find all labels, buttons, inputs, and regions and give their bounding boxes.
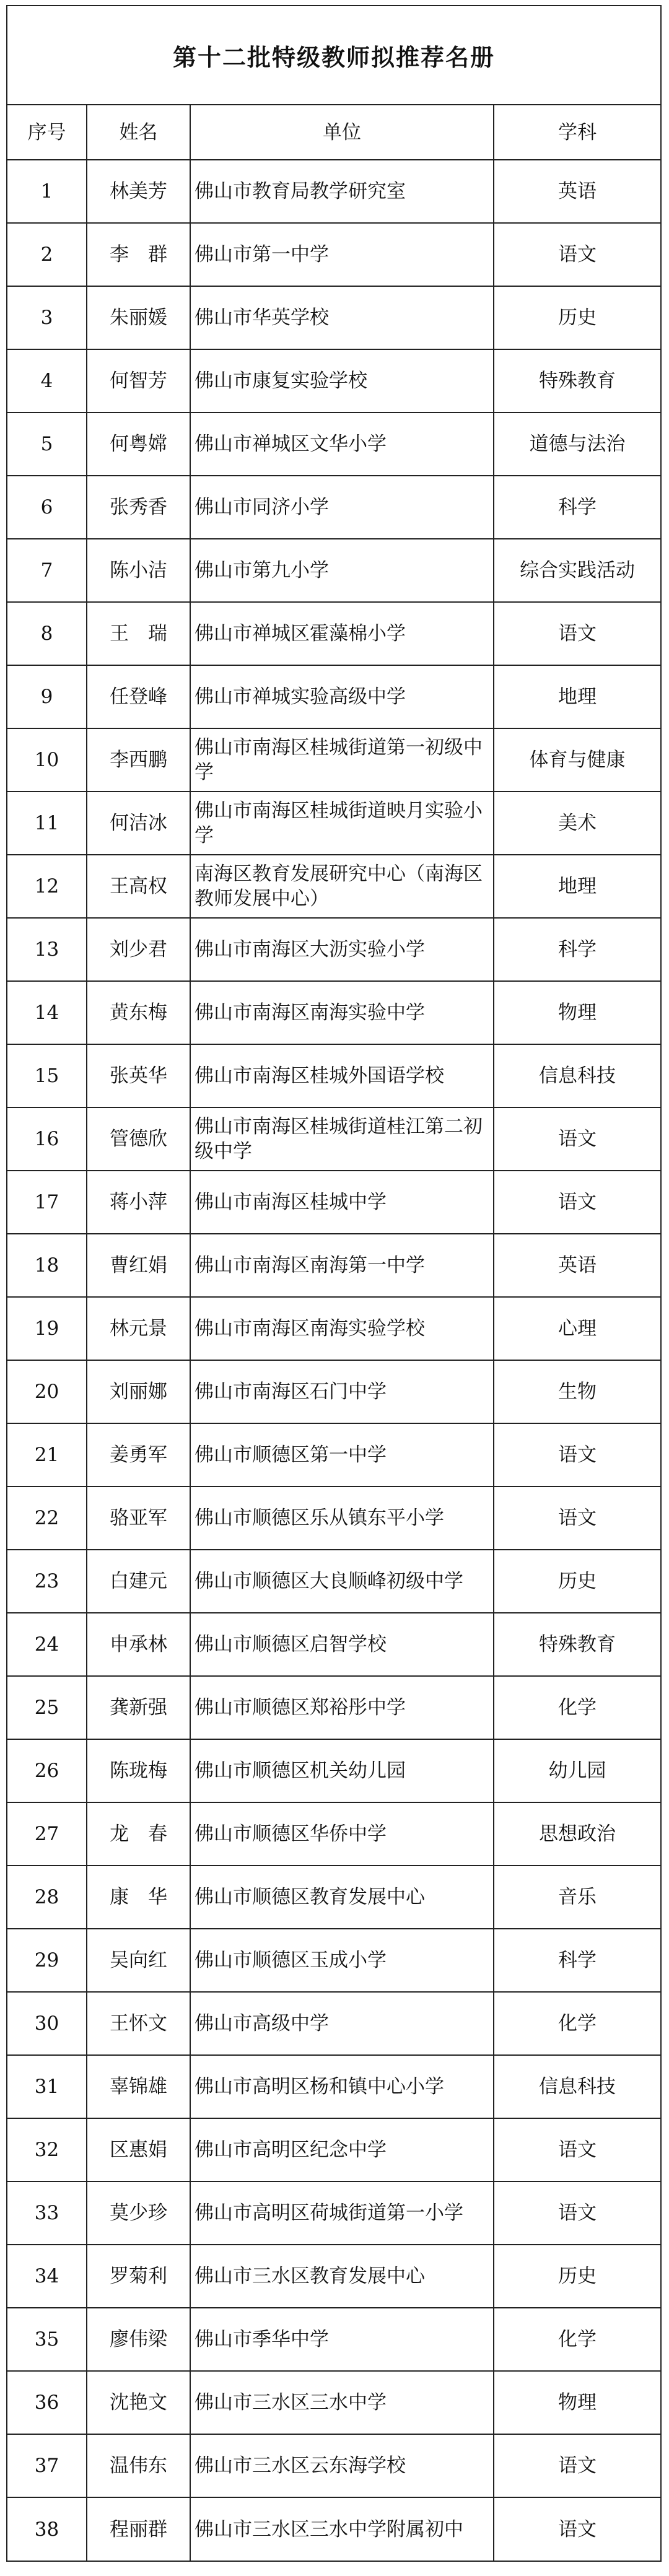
- table-row: [7, 476, 660, 539]
- cell-subject: 综合实践活动: [494, 539, 660, 602]
- cell-name: 何洁冰: [87, 792, 190, 855]
- cell-unit: 佛山市三水区教育发展中心: [190, 2245, 494, 2308]
- cell-unit: 佛山市顺德区启智学校: [190, 1613, 494, 1676]
- cell-unit: 佛山市顺德区大良顺峰初级中学: [190, 1550, 494, 1613]
- table-row: [7, 1487, 660, 1550]
- table-row: [7, 223, 660, 286]
- cell-subject: 幼儿园: [494, 1739, 660, 1802]
- cell-name: 陈珑梅: [87, 1739, 190, 1802]
- cell-name: 廖伟梁: [87, 2308, 190, 2371]
- cell-name: 康 华: [87, 1866, 190, 1929]
- cell-name: 骆亚军: [87, 1487, 190, 1550]
- table-row: [7, 2434, 660, 2497]
- cell-unit: 佛山市华英学校: [190, 286, 494, 349]
- cell-subject: 特殊教育: [494, 349, 660, 413]
- cell-no: 3: [7, 286, 87, 349]
- cell-unit: 佛山市顺德区玉成小学: [190, 1929, 494, 1992]
- cell-no: 7: [7, 539, 87, 602]
- cell-name: 任登峰: [87, 665, 190, 728]
- cell-unit: 佛山市第一中学: [190, 223, 494, 286]
- cell-unit: 佛山市南海区桂城街道映月实验小学: [190, 792, 494, 855]
- cell-subject: 音乐: [494, 1866, 660, 1929]
- cell-subject: 英语: [494, 160, 660, 223]
- table-row: [7, 1044, 660, 1107]
- cell-subject: 历史: [494, 2245, 660, 2308]
- table-row: [7, 349, 660, 413]
- cell-no: 17: [7, 1171, 87, 1234]
- cell-subject: 语文: [494, 2181, 660, 2245]
- header-no: 序号: [7, 105, 87, 160]
- document-title: 第十二批特级教师拟推荐名册: [7, 6, 660, 105]
- cell-unit: 佛山市顺德区机关幼儿园: [190, 1739, 494, 1802]
- cell-unit: 佛山市南海区桂城街道第一初级中学: [190, 728, 494, 792]
- table-row: [7, 1171, 660, 1234]
- cell-subject: 化学: [494, 1992, 660, 2055]
- table-row: [7, 539, 660, 602]
- table-row: [7, 1423, 660, 1487]
- cell-name: 陈小洁: [87, 539, 190, 602]
- table-row: [7, 1297, 660, 1360]
- table-row: [7, 1739, 660, 1802]
- cell-name: 林元景: [87, 1297, 190, 1360]
- cell-name: 王高权: [87, 855, 190, 918]
- table-row: [7, 855, 660, 918]
- cell-no: 13: [7, 918, 87, 981]
- cell-no: 9: [7, 665, 87, 728]
- cell-subject: 信息科技: [494, 1044, 660, 1107]
- cell-name: 林美芳: [87, 160, 190, 223]
- cell-no: 36: [7, 2371, 87, 2434]
- cell-unit: 佛山市三水区云东海学校: [190, 2434, 494, 2497]
- cell-name: 刘少君: [87, 918, 190, 981]
- cell-name: 白建元: [87, 1550, 190, 1613]
- cell-unit: 佛山市禅城区文华小学: [190, 413, 494, 476]
- cell-subject: 历史: [494, 286, 660, 349]
- cell-unit: 佛山市高明区纪念中学: [190, 2118, 494, 2181]
- table-row: [7, 2245, 660, 2308]
- table-header-row: [7, 105, 660, 160]
- cell-name: 王怀文: [87, 1992, 190, 2055]
- cell-no: 34: [7, 2245, 87, 2308]
- cell-unit: 南海区教育发展研究中心（南海区教师发展中心）: [190, 855, 494, 918]
- table-row: [7, 1613, 660, 1676]
- cell-unit: 佛山市南海区南海实验学校: [190, 1297, 494, 1360]
- cell-name: 蒋小萍: [87, 1171, 190, 1234]
- table-row: [7, 2181, 660, 2245]
- cell-name: 沈艳文: [87, 2371, 190, 2434]
- table-row: [7, 1107, 660, 1171]
- header-subject: 学科: [494, 105, 660, 160]
- header-name: 姓名: [87, 105, 190, 160]
- cell-no: 29: [7, 1929, 87, 1992]
- document-table-container: [6, 5, 662, 2562]
- cell-no: 2: [7, 223, 87, 286]
- cell-unit: 佛山市第九小学: [190, 539, 494, 602]
- cell-subject: 语文: [494, 602, 660, 665]
- table-row: [7, 918, 660, 981]
- table-row: [7, 160, 660, 223]
- cell-subject: 道德与法治: [494, 413, 660, 476]
- cell-subject: 信息科技: [494, 2055, 660, 2118]
- table-row: [7, 1234, 660, 1297]
- cell-no: 28: [7, 1866, 87, 1929]
- cell-unit: 佛山市南海区南海第一中学: [190, 1234, 494, 1297]
- table-row: [7, 1866, 660, 1929]
- cell-unit: 佛山市禅城实验高级中学: [190, 665, 494, 728]
- cell-no: 1: [7, 160, 87, 223]
- cell-name: 何粤嫦: [87, 413, 190, 476]
- cell-unit: 佛山市教育局教学研究室: [190, 160, 494, 223]
- cell-unit: 佛山市高级中学: [190, 1992, 494, 2055]
- cell-subject: 语文: [494, 1107, 660, 1171]
- cell-no: 37: [7, 2434, 87, 2497]
- cell-name: 姜勇军: [87, 1423, 190, 1487]
- cell-subject: 语文: [494, 223, 660, 286]
- cell-no: 15: [7, 1044, 87, 1107]
- cell-unit: 佛山市高明区杨和镇中心小学: [190, 2055, 494, 2118]
- cell-name: 辜锦雄: [87, 2055, 190, 2118]
- cell-no: 38: [7, 2497, 87, 2561]
- table-row: [7, 2497, 660, 2561]
- cell-no: 5: [7, 413, 87, 476]
- cell-unit: 佛山市顺德区第一中学: [190, 1423, 494, 1487]
- cell-unit: 佛山市三水区三水中学: [190, 2371, 494, 2434]
- cell-name: 申承林: [87, 1613, 190, 1676]
- cell-subject: 语文: [494, 1423, 660, 1487]
- cell-name: 龚新强: [87, 1676, 190, 1739]
- cell-unit: 佛山市顺德区郑裕彤中学: [190, 1676, 494, 1739]
- table-row: [7, 665, 660, 728]
- cell-name: 曹红娟: [87, 1234, 190, 1297]
- cell-no: 33: [7, 2181, 87, 2245]
- cell-subject: 历史: [494, 1550, 660, 1613]
- cell-subject: 语文: [494, 2118, 660, 2181]
- cell-unit: 佛山市同济小学: [190, 476, 494, 539]
- cell-subject: 科学: [494, 1929, 660, 1992]
- cell-no: 21: [7, 1423, 87, 1487]
- cell-subject: 思想政治: [494, 1802, 660, 1866]
- cell-unit: 佛山市南海区桂城外国语学校: [190, 1044, 494, 1107]
- table-row: [7, 602, 660, 665]
- cell-name: 黄东梅: [87, 981, 190, 1044]
- cell-subject: 体育与健康: [494, 728, 660, 792]
- cell-name: 李西鹏: [87, 728, 190, 792]
- cell-no: 32: [7, 2118, 87, 2181]
- table-row: [7, 1550, 660, 1613]
- table-row: [7, 1929, 660, 1992]
- cell-unit: 佛山市南海区石门中学: [190, 1360, 494, 1423]
- cell-unit: 佛山市顺德区教育发展中心: [190, 1866, 494, 1929]
- cell-name: 朱丽媛: [87, 286, 190, 349]
- cell-no: 12: [7, 855, 87, 918]
- cell-subject: 语文: [494, 1487, 660, 1550]
- cell-name: 罗菊利: [87, 2245, 190, 2308]
- cell-no: 14: [7, 981, 87, 1044]
- cell-no: 22: [7, 1487, 87, 1550]
- cell-subject: 语文: [494, 2497, 660, 2561]
- cell-no: 10: [7, 728, 87, 792]
- cell-no: 16: [7, 1107, 87, 1171]
- cell-name: 区惠娟: [87, 2118, 190, 2181]
- table-row: [7, 2118, 660, 2181]
- cell-name: 王 瑞: [87, 602, 190, 665]
- table-row: [7, 1802, 660, 1866]
- cell-name: 莫少珍: [87, 2181, 190, 2245]
- cell-unit: 佛山市季华中学: [190, 2308, 494, 2371]
- cell-no: 20: [7, 1360, 87, 1423]
- cell-subject: 语文: [494, 2434, 660, 2497]
- table-row: [7, 728, 660, 792]
- cell-name: 李 群: [87, 223, 190, 286]
- cell-subject: 化学: [494, 1676, 660, 1739]
- cell-no: 11: [7, 792, 87, 855]
- header-unit: 单位: [190, 105, 494, 160]
- cell-subject: 物理: [494, 2371, 660, 2434]
- cell-no: 26: [7, 1739, 87, 1802]
- cell-unit: 佛山市禅城区霍藻棉小学: [190, 602, 494, 665]
- cell-no: 19: [7, 1297, 87, 1360]
- cell-unit: 佛山市三水区三水中学附属初中: [190, 2497, 494, 2561]
- table-row: [7, 1676, 660, 1739]
- table-row: [7, 2055, 660, 2118]
- cell-subject: 特殊教育: [494, 1613, 660, 1676]
- cell-name: 何智芳: [87, 349, 190, 413]
- cell-name: 刘丽娜: [87, 1360, 190, 1423]
- cell-unit: 佛山市南海区桂城中学: [190, 1171, 494, 1234]
- recommendation-table: [7, 105, 660, 2561]
- cell-unit: 佛山市康复实验学校: [190, 349, 494, 413]
- cell-subject: 美术: [494, 792, 660, 855]
- cell-no: 4: [7, 349, 87, 413]
- cell-name: 温伟东: [87, 2434, 190, 2497]
- cell-subject: 地理: [494, 855, 660, 918]
- cell-name: 龙 春: [87, 1802, 190, 1866]
- cell-name: 管德欣: [87, 1107, 190, 1171]
- cell-no: 6: [7, 476, 87, 539]
- cell-no: 27: [7, 1802, 87, 1866]
- table-row: [7, 286, 660, 349]
- cell-subject: 科学: [494, 918, 660, 981]
- cell-name: 吴向红: [87, 1929, 190, 1992]
- cell-no: 30: [7, 1992, 87, 2055]
- cell-subject: 生物: [494, 1360, 660, 1423]
- cell-name: 张英华: [87, 1044, 190, 1107]
- cell-no: 35: [7, 2308, 87, 2371]
- cell-name: 张秀香: [87, 476, 190, 539]
- cell-subject: 化学: [494, 2308, 660, 2371]
- cell-unit: 佛山市顺德区乐从镇东平小学: [190, 1487, 494, 1550]
- cell-no: 8: [7, 602, 87, 665]
- cell-unit: 佛山市顺德区华侨中学: [190, 1802, 494, 1866]
- cell-name: 程丽群: [87, 2497, 190, 2561]
- cell-subject: 语文: [494, 1171, 660, 1234]
- cell-unit: 佛山市高明区荷城街道第一小学: [190, 2181, 494, 2245]
- cell-subject: 物理: [494, 981, 660, 1044]
- table-row: [7, 981, 660, 1044]
- cell-subject: 英语: [494, 1234, 660, 1297]
- cell-no: 18: [7, 1234, 87, 1297]
- cell-subject: 心理: [494, 1297, 660, 1360]
- table-row: [7, 413, 660, 476]
- cell-subject: 科学: [494, 476, 660, 539]
- cell-no: 25: [7, 1676, 87, 1739]
- table-row: [7, 2308, 660, 2371]
- cell-unit: 佛山市南海区桂城街道桂江第二初级中学: [190, 1107, 494, 1171]
- table-row: [7, 2371, 660, 2434]
- cell-no: 23: [7, 1550, 87, 1613]
- cell-unit: 佛山市南海区南海实验中学: [190, 981, 494, 1044]
- table-row: [7, 1992, 660, 2055]
- table-row: [7, 1360, 660, 1423]
- cell-no: 31: [7, 2055, 87, 2118]
- cell-no: 24: [7, 1613, 87, 1676]
- cell-subject: 地理: [494, 665, 660, 728]
- cell-unit: 佛山市南海区大沥实验小学: [190, 918, 494, 981]
- table-row: [7, 792, 660, 855]
